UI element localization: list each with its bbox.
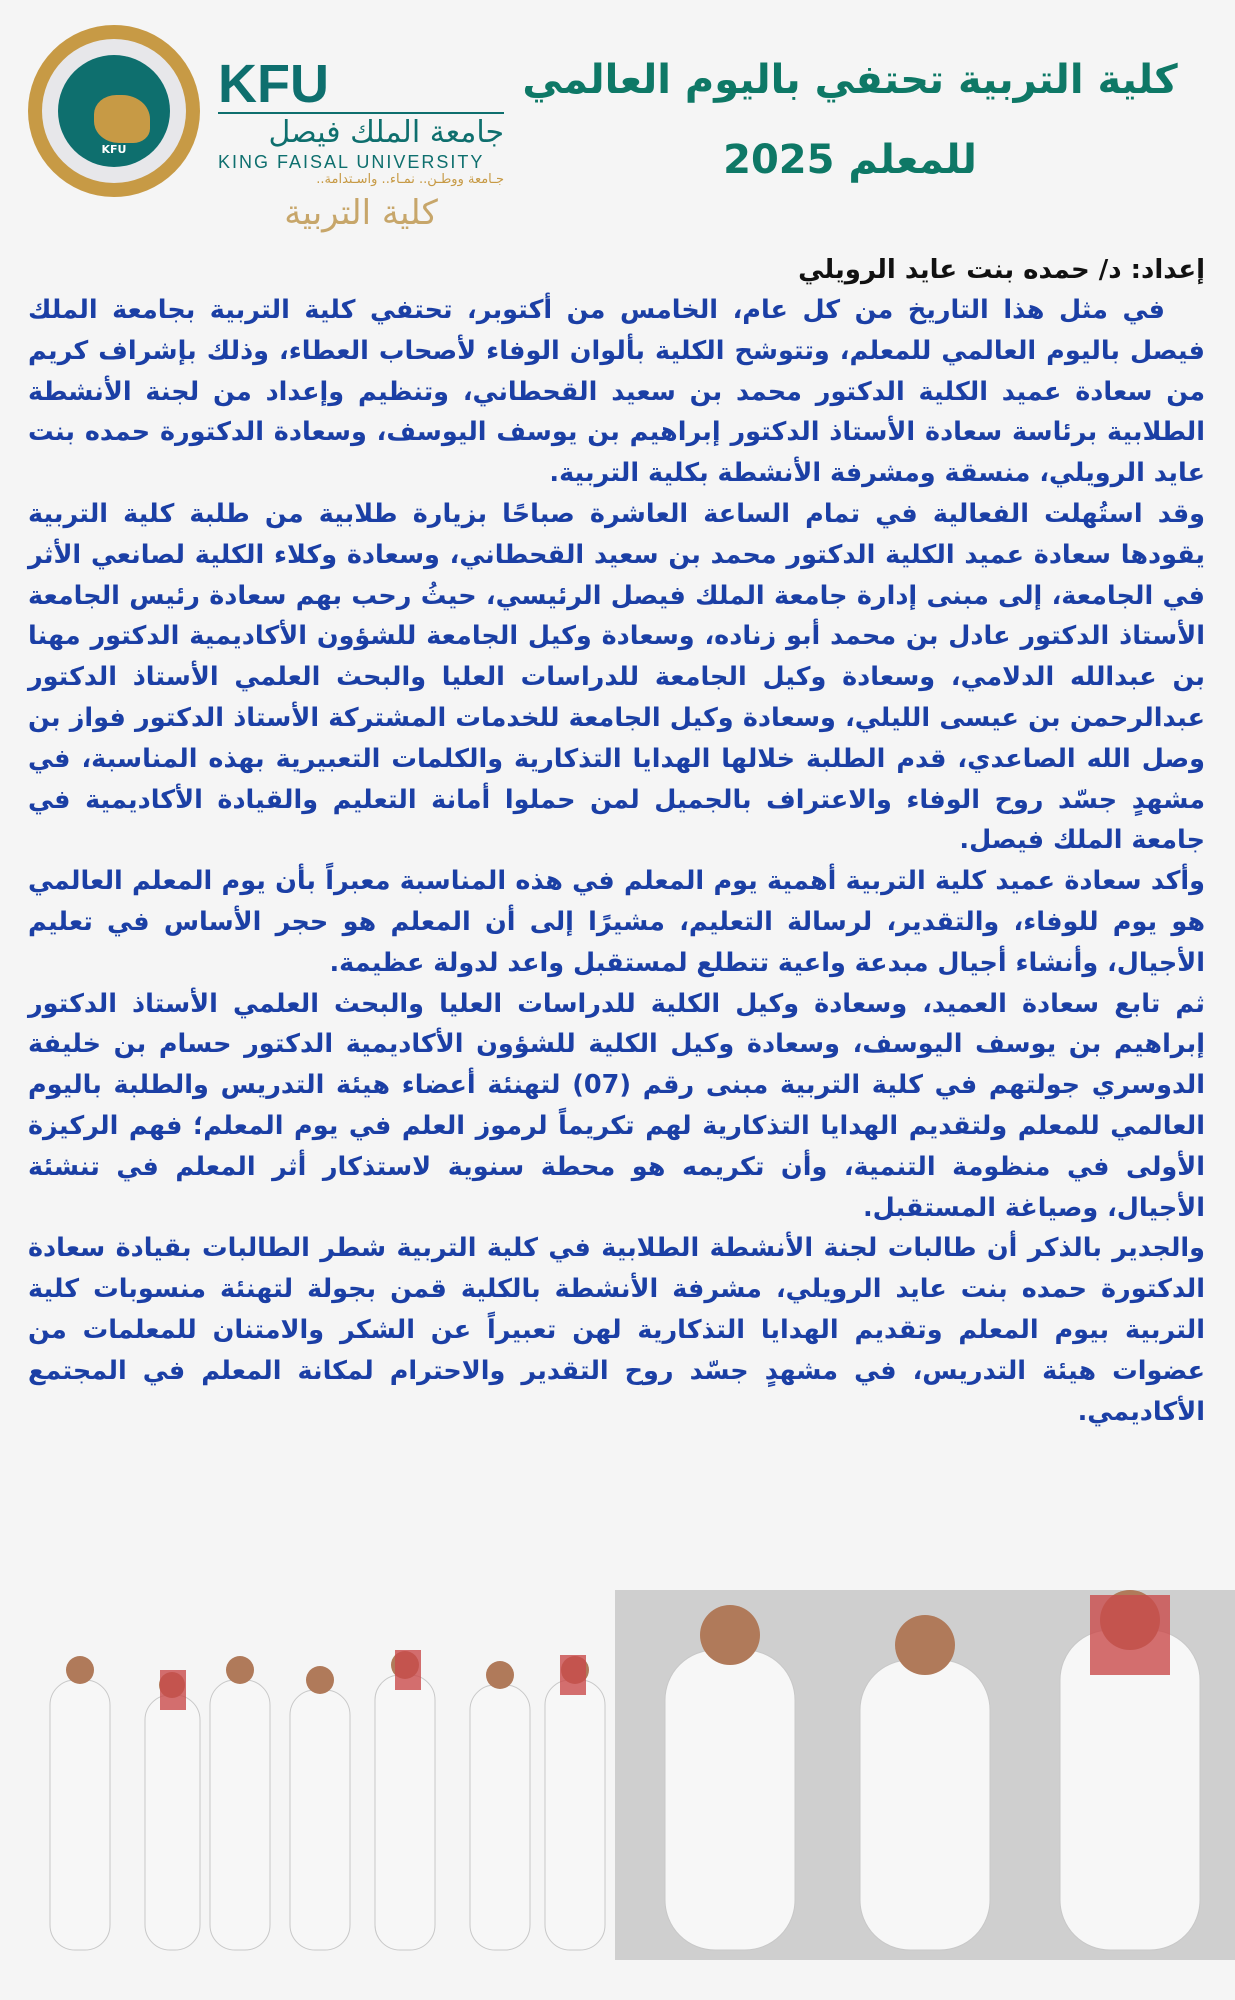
seal-core (58, 55, 170, 167)
seal-text: KFU (101, 143, 127, 156)
title-line-2: للمعلم 2025 (723, 137, 977, 183)
article-body (28, 290, 1205, 1432)
brand-arabic: جامعة الملك فيصل (268, 115, 504, 150)
event-photo (0, 1590, 1235, 1960)
brand-slogan: جـامعة ووطـن.. نمـاء.. واسـتدامة.. (316, 172, 504, 187)
title-line-1: كلية التربية تحتفي باليوم العالمي (522, 57, 1178, 103)
paragraph: ثم تابع سعادة العميد، وسعادة وكيل الكلية للدراسات العليا والبحث العلمي الأستاذ الدكتور إبراهيم بن يوسف اليوسف، وسعادة وكيل الكلية للشؤون الأكاديمية الدكتور حسام بن خليفة الدوسري جولتهم في كلية التربية مبنى رقم (07) لتهنئة أعضاء هيئة التدريس والطلبة باليوم العالمي للمعلم ولتقديم الهدايا التذكارية لهم تكريماً لرموز العلم في يوم المعلم؛ فهم الركيزة الأولى في منظومة التنمية، وأن تكريمه هو محطة سنوية لاستذكار أثر المعلم في تنشئة الأجيال، وصياغة المستقبل. (28, 988, 1205, 1223)
paragraph: والجدير بالذكر أن طالبات لجنة الأنشطة الطلابية في كلية التربية شطر الطالبات بقيادة سعادة الدكتورة حمده بنت عايد الرويلي، مشرفة الأنشطة بالكلية قمن بجولة لتهنئة منسوبات كلية التربية بيوم المعلم وتقديم الهدايا التذكارية لهن تعبيراً عن الشكر والامتنان للمعلمات من عضوات هيئة التدريس، في مشهدٍ جسّد روح التقدير والاحترام لمكانة المعلم في المجتمع الأكاديمي. (28, 1233, 1205, 1427)
brand-english: KING FAISAL UNIVERSITY (218, 152, 485, 172)
paragraph: في مثل هذا التاريخ من كل عام، الخامس من أكتوبر، تحتفي كلية التربية بجامعة الملك فيصل باليوم العالمي للمعلم، وتتوشح الكلية بألوان الوفاء لأصحاب العطاء، وذلك بإشراف كريم من سعادة عميد الكلية الدكتور محمد بن سعيد القحطاني، وتنظيم وإعداد من لجنة الأنشطة الطلابية برئاسة سعادة الأستاذ الدكتور إبراهيم بن يوسف اليوسف، وسعادة الدكتورة حمده بنت عايد الرويلي، منسقة ومشرفة الأنشطة بكلية التربية. (28, 295, 1205, 489)
map-icon (94, 95, 150, 143)
page-title (500, 40, 1200, 200)
brand-short: KFU (218, 58, 504, 114)
university-brand (218, 54, 504, 233)
paragraph: وقد استُهلت الفعالية في تمام الساعة العاشرة صباحًا بزيارة طلابية من طلبة كلية التربية يقودها سعادة عميد الكلية الدكتور محمد بن سعيد القحطاني، وسعادة وكلاء الكلية لصانعي الأثر في الجامعة، إلى مبنى إدارة جامعة الملك فيصل الرئيسي، حيثُ رحب بهم سعادة رئيس الجامعة الأستاذ الدكتور عادل بن محمد أبو زناده، وسعادة وكيل الجامعة للشؤون الأكاديمية الدكتور مهنا بن عبدالله الدلامي، وسعادة وكيل الجامعة للدراسات العليا والبحث العلمي الأستاذ الدكتور عبدالرحمن بن عيسى الليلي، وسعادة وكيل الجامعة للخدمات المشتركة الأستاذ الدكتور فواز بن وصل الله الصاعدي، قدم الطلبة خلالها الهدايا التذكارية والكلمات التعبيرية بهذه المناسبة، في مشهدٍ جسّد روح الوفاء والاعتراف بالجميل لمن حملوا أمانة التعليم والقيادة الأكاديمية في جامعة الملك فيصل. (28, 498, 1205, 856)
kfu-seal-logo (28, 25, 200, 197)
paragraph: وأكد سعادة عميد كلية التربية أهمية يوم المعلم في هذه المناسبة معبراً بأن يوم المعلم العالمي هو يوم للوفاء، والتقدير، لرسالة التعليم، مشيرًا إلى أن المعلم هو حجر الأساس في تعليم الأجيال، وأنشاء أجيال مبدعة واعية تتطلع لمستقبل واعد لدولة عظيمة. (28, 866, 1205, 978)
college-name: كلية التربية (284, 193, 438, 233)
author-line: إعداد: د/ حمده بنت عايد الرويلي (798, 255, 1205, 285)
